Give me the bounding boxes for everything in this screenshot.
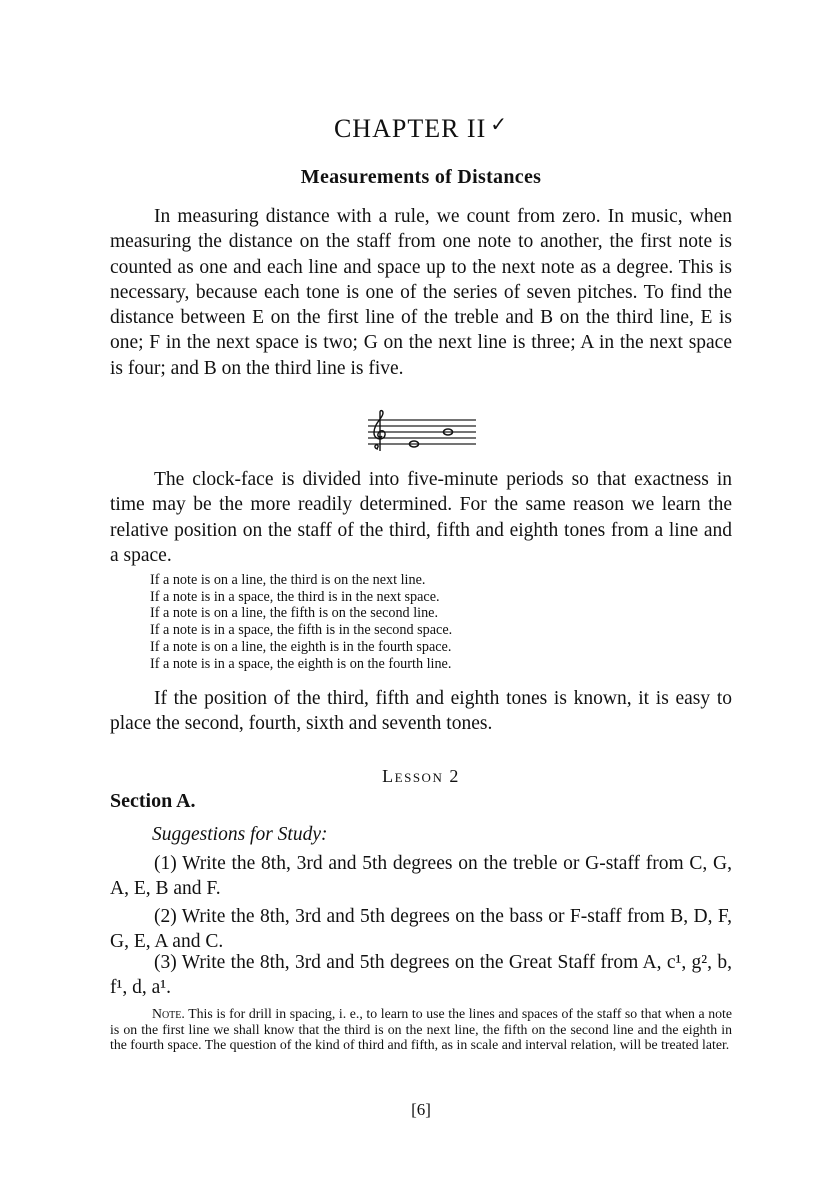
page-number: [6] bbox=[411, 1100, 431, 1119]
chapter-heading bbox=[110, 112, 732, 144]
treble-clef-icon bbox=[374, 411, 385, 451]
rules-list bbox=[150, 572, 730, 672]
rule-item: If a note is on a line, the fifth is on the second line. bbox=[150, 605, 439, 622]
paragraph-position: If the position of the third, fifth and eighth tones is known, it is easy to place the second, fourth, sixth and seventh tones. bbox=[110, 688, 732, 735]
chapter-title: CHAPTER II bbox=[333, 114, 487, 143]
rule-item: If a note is in a space, the eighth is on the fourth line. bbox=[150, 655, 452, 672]
rule-item: If a note is in a space, the fifth is in the second space. bbox=[150, 622, 453, 639]
rule-item: If a note is on a line, the eighth is in the fourth space. bbox=[150, 638, 452, 655]
exercise-item: (2) Write the 8th, 3rd and 5th degrees on the bass or F-staff from B, D, F, G, E, A and C. bbox=[110, 906, 732, 953]
footnote bbox=[110, 1006, 732, 1053]
lesson-heading: Lesson 2 bbox=[382, 766, 460, 786]
section-heading: Section A. bbox=[110, 790, 196, 812]
paragraph-measuring: In measuring distance with a rule, we count from zero. In music, when measuring the distance on the staff from one note to another, the first note is counted as one and each line and space up to the next note as a degree. This is necessary, because each tone is one of the series of seven pitches. To find the distance between E on the first line of the treble and B on the third line, E is one; F in the next space is two; G on the next line is three; A in the next space is four; and B on the third line is five. bbox=[110, 206, 732, 379]
check-mark-icon: ✓ bbox=[490, 114, 509, 136]
rule-item: If a note is in a space, the third is in the next space. bbox=[150, 588, 440, 605]
rule-item: If a note is on a line, the third is on the next line. bbox=[150, 572, 426, 588]
exercise-item: (3) Write the 8th, 3rd and 5th degrees on the Great Staff from A, c¹, g², b, f¹, d, a¹. bbox=[110, 952, 732, 999]
exercise-item: (1) Write the 8th, 3rd and 5th degrees on the treble or G-staff from C, G, A, E, B and F. bbox=[110, 853, 732, 900]
suggestions-label: Suggestions for Study: bbox=[152, 824, 328, 845]
section-title: Measurements of Distances bbox=[300, 166, 542, 188]
note-label: Note. bbox=[152, 1006, 185, 1021]
treble-staff-figure bbox=[366, 409, 478, 453]
paragraph-clock-face: The clock-face is divided into five-minute periods so that exactness in time may be the more readily determined. For the same reason we learn the relative position on the staff of the third, fifth and eighth tones from a line and a space. bbox=[110, 469, 732, 566]
note-text: This is for drill in spacing, i. e., to learn to use the lines and spaces of the staff so that when a note is on the first line we shall know that the third is on the next line, the fifth on the second line and the eighth in the fourth space. The question of the kind of third and fifth, as in scale and interval relation, will be treated later. bbox=[110, 1006, 732, 1052]
